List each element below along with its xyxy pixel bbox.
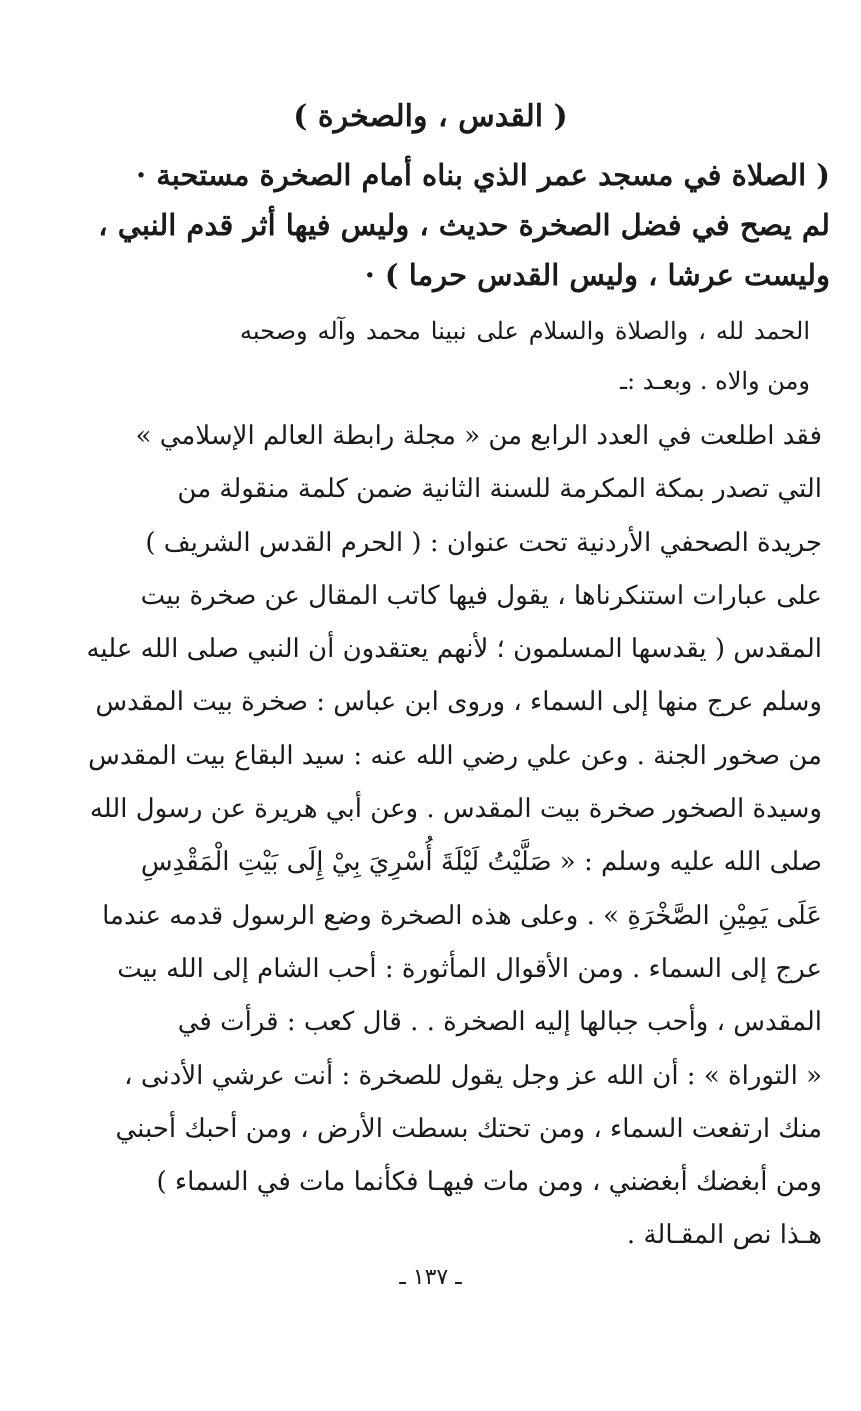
body-line: على عبارات استنكرناها ، يقول فيها كاتب المقال عن صخرة بيت [140, 580, 822, 611]
body-line: فقد اطلعت في العدد الرابع من « مجلة رابطة العالم الإسلامي » [135, 421, 822, 451]
body-line: التي تصدر بمكة المكرمة للسنة الثانية ضمن كلمة منقولة من [177, 474, 822, 505]
body-line: وسلم عرج منها إلى السماء ، وروى ابن عباس : صخرة بيت المقدس [95, 687, 822, 718]
body-line: من صخور الجنة . وعن علي رضي الله عنه : سيد البقاع بيت المقدس [88, 740, 822, 771]
body-line: جريدة الصحفي الأردنية تحت عنوان : ( الحرم القدس الشريف ) [145, 527, 822, 558]
article-summary [98, 150, 830, 300]
summary-line: لم يصح في فضل الصخرة حديث ، وليس فيها أثر قدم النبي ، [98, 208, 830, 242]
article-title: ( القدس ، والصخرة ) [293, 99, 568, 134]
summary-line: وليست عرشا ، وليس القدس حرما ) · [364, 258, 830, 292]
intro-line: ومن والاه . وبعـد :ـ [620, 367, 810, 395]
body-line: ومن أبغضك أبغضني ، ومن مات فيهـا فكأنما مات في السماء ) [156, 1167, 822, 1198]
body-line: المقدس ، وأحب جبالها إليه الصخرة . . قال كعب : قرأت في [177, 1007, 822, 1038]
intro-paragraph [240, 306, 810, 406]
body-line: المقدس ( يقدسها المسلمون ؛ لأنهم يعتقدون أن النبي صلى الله عليه [86, 634, 822, 665]
body-line: عرج إلى السماء . ومن الأقوال المأثورة : أحب الشام إلى الله بيت [117, 953, 822, 984]
body-line: هـذا نص المقـالة . [626, 1220, 822, 1251]
intro-line: الحمد لله ، والصلاة والسلام على نبينا محمد وآله وصحبه [240, 317, 810, 345]
summary-line: ( الصلاة في مسجد عمر الذي بناه أمام الصخرة مستحبة · [136, 158, 830, 192]
body-paragraph [86, 410, 822, 1263]
body-line: « التوراة » : أن الله عز وجل يقول للصخرة : أنت عرشي الأدنى ، [124, 1060, 822, 1091]
page-number: ـ ١٣٧ ـ [399, 1265, 462, 1290]
body-line: عَلَى يَمِيْنِ الصَّخْرَةِ » . وعلى هذه الصخرة وضع الرسول قدمه عندما [102, 900, 822, 931]
body-line: وسيدة الصخور صخرة بيت المقدس . وعن أبي هريرة عن رسول الله [89, 794, 822, 825]
body-line: منك ارتفعت السماء ، ومن تحتك بسطت الأرض ، ومن أحبك أحبني [115, 1113, 822, 1144]
body-line: صلى الله عليه وسلم : « صَلَّيْتُ لَيْلَةَ أُسْرِيَ بِيْ إِلَى بَيْتِ الْمَقْدِسِ [140, 847, 822, 878]
